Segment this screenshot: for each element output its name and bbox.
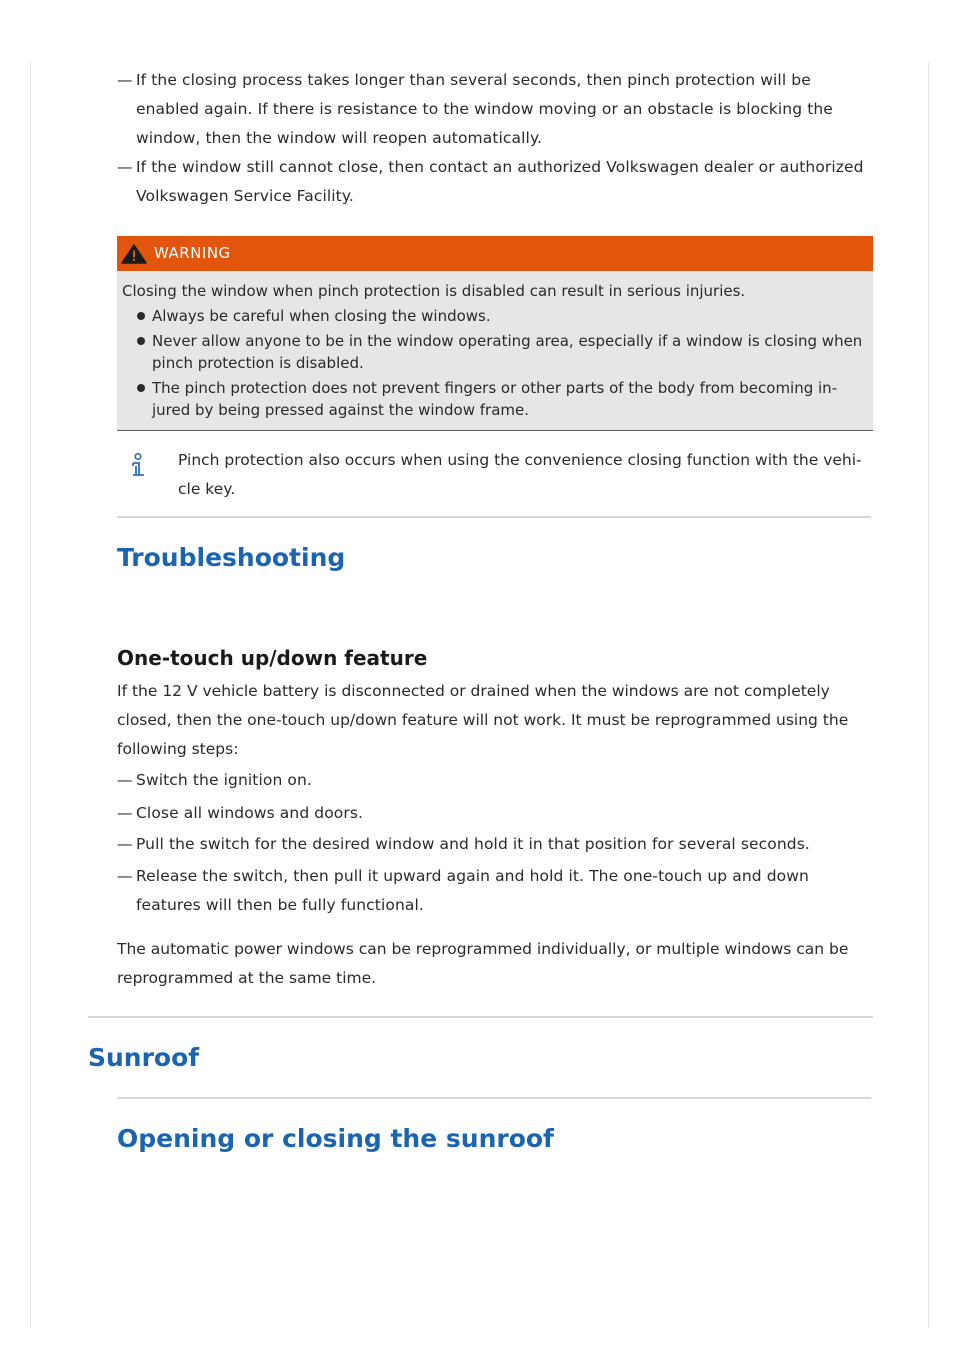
troubleshooting-outro: The automatic power windows can be reprogrammed individually, or multiple windows can be reprogrammed at the same time. bbox=[117, 940, 849, 987]
info-icon bbox=[130, 453, 146, 481]
warning-header bbox=[117, 236, 873, 271]
sunroof-subheading: Opening or closing the sunroof bbox=[117, 1124, 554, 1153]
section-divider bbox=[88, 1016, 873, 1018]
step-item bbox=[117, 766, 877, 795]
step-marker: — bbox=[117, 804, 133, 822]
note-text: Pinch protection also occurs when using the convenience closing function with the vehi-cle key. bbox=[178, 451, 862, 498]
step-text: Close all windows and doors. bbox=[136, 804, 364, 822]
bullet-dot bbox=[137, 384, 145, 392]
warning-intro: Closing the window when pinch protection is disabled can result in serious injuries. bbox=[122, 282, 746, 300]
right-margin-line bbox=[928, 62, 929, 1328]
step-text: If the window still cannot close, then contact an authorized Volkswagen dealer or authorized Volkswagen Service Facility. bbox=[136, 158, 864, 205]
troubleshooting-heading: Troubleshooting bbox=[117, 543, 346, 572]
section-divider bbox=[117, 516, 871, 518]
step-item bbox=[117, 799, 877, 828]
bullet-text: The pinch protection does not prevent fingers or other parts of the body from becoming in-jured by being pressed against the window frame. bbox=[152, 379, 838, 419]
step-marker: — bbox=[117, 867, 133, 885]
warning-bullet bbox=[127, 305, 867, 327]
section-divider bbox=[117, 1097, 871, 1099]
troubleshooting-intro: If the 12 V vehicle battery is disconnected or drained when the windows are not completely closed, then the one-touch up/down feature will not work. It must be reprogrammed using the following steps: bbox=[117, 682, 849, 758]
bullet-text: Always be careful when closing the windows. bbox=[152, 307, 491, 325]
warning-triangle-icon bbox=[121, 244, 147, 264]
bullet-dot bbox=[137, 337, 145, 345]
left-margin-line bbox=[30, 62, 31, 1328]
warning-body bbox=[122, 280, 867, 421]
warning-box bbox=[117, 236, 873, 431]
one-touch-subheading: One-touch up/down feature bbox=[117, 646, 428, 670]
step-item bbox=[117, 153, 877, 211]
sunroof-heading: Sunroof bbox=[88, 1043, 200, 1072]
step-item bbox=[117, 862, 877, 920]
step-marker: — bbox=[117, 71, 133, 89]
bullet-text: Never allow anyone to be in the window operating area, especially if a window is closing when pinch protection is disabled. bbox=[152, 332, 863, 372]
step-text: Release the switch, then pull it upward again and hold it. The one-touch up and down features will then be fully functional. bbox=[136, 867, 809, 914]
bullet-dot bbox=[137, 312, 145, 320]
step-marker: — bbox=[117, 835, 133, 853]
step-text: Switch the ignition on. bbox=[136, 771, 312, 789]
step-marker: — bbox=[117, 771, 133, 789]
warning-title: WARNING bbox=[154, 244, 231, 262]
step-item bbox=[117, 830, 877, 859]
step-marker: — bbox=[117, 158, 133, 176]
warning-bullet bbox=[127, 330, 867, 374]
warning-bullet bbox=[127, 377, 867, 421]
step-text: If the closing process takes longer than several seconds, then pinch protection will be enabled again. If there is resistance to the window moving or an obstacle is blocking the window, then the window will reopen automatically. bbox=[136, 71, 833, 147]
step-text: Pull the switch for the desired window and hold it in that position for several seconds. bbox=[136, 835, 810, 853]
step-item bbox=[117, 66, 877, 153]
